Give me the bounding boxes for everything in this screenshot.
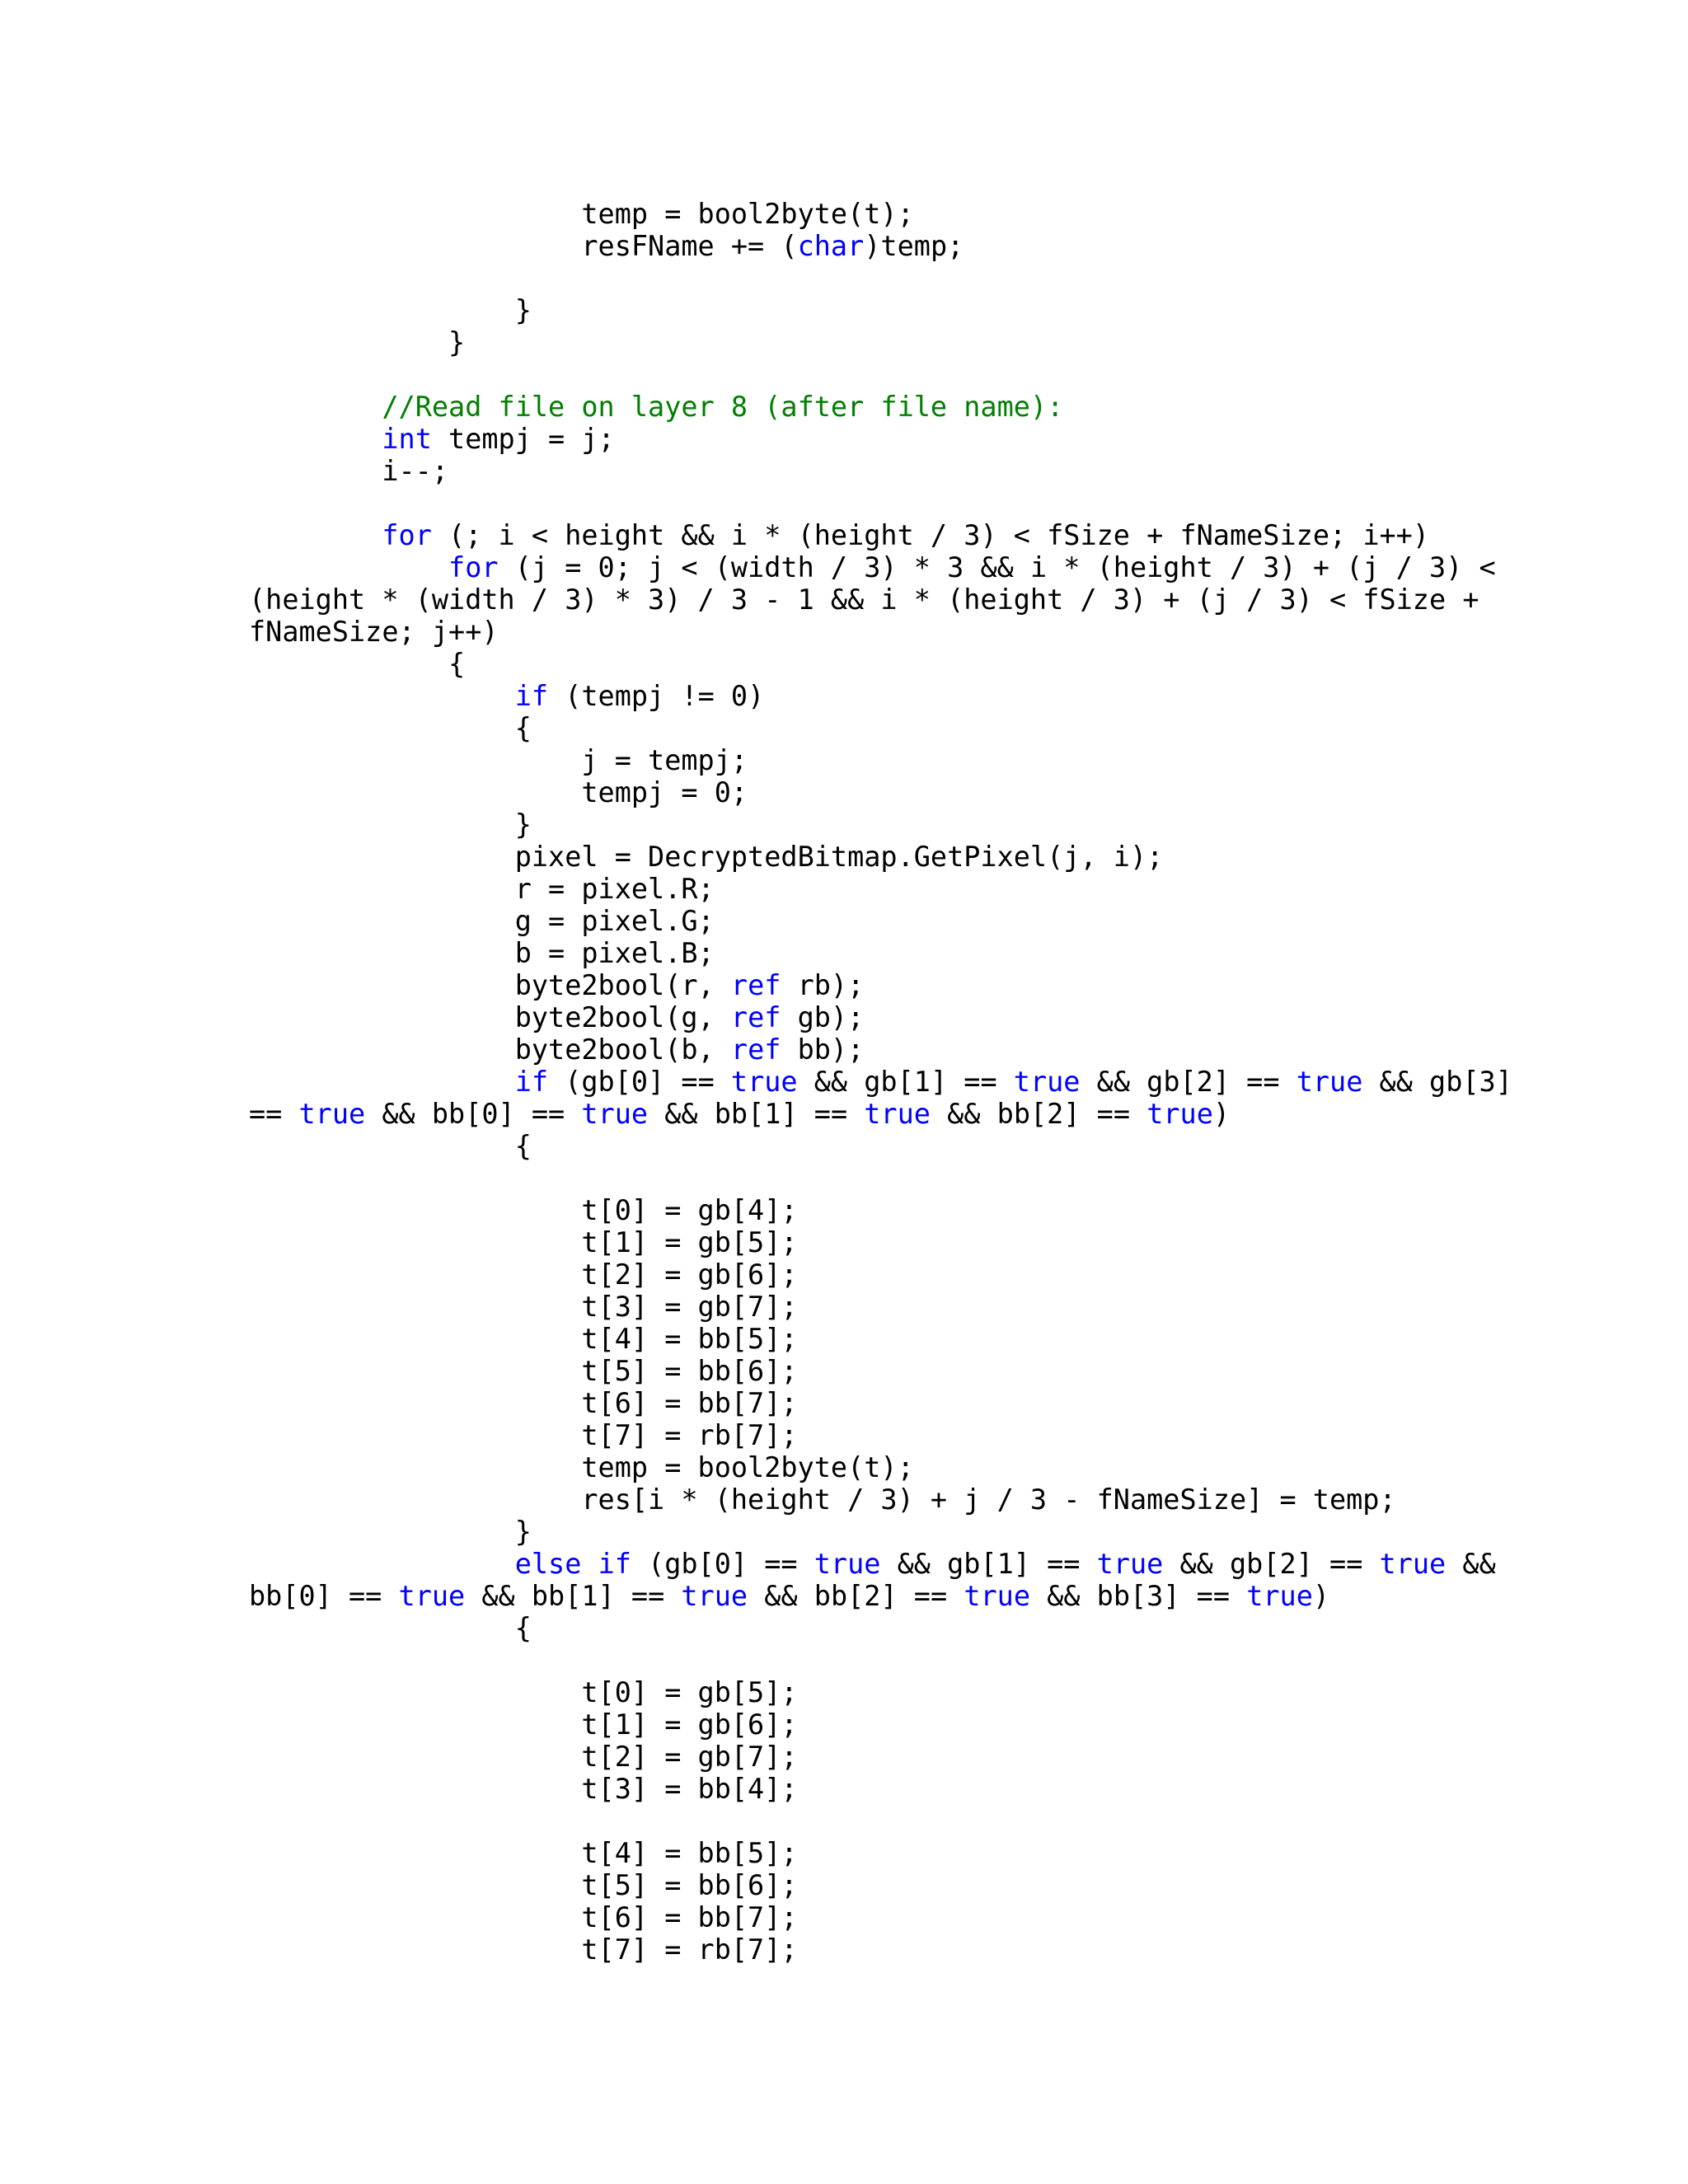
code-keyword: true [398, 1580, 466, 1612]
code-line [249, 294, 1512, 326]
code-line [249, 873, 1512, 905]
code-text: t[6] = bb[7]; [249, 1387, 798, 1419]
code-text: && bb[3] == [1030, 1580, 1247, 1612]
code-text: t[4] = bb[5]; [249, 1837, 798, 1869]
code-line [249, 680, 1512, 712]
code-keyword: else [514, 1548, 582, 1580]
code-line [249, 1194, 1512, 1226]
code-text: { [249, 712, 532, 744]
code-line [249, 1162, 1512, 1194]
code-line [249, 1066, 1512, 1098]
code-keyword: true [1379, 1548, 1447, 1580]
code-text: (gb[0] == [631, 1548, 814, 1580]
code-text: t[0] = gb[5]; [249, 1676, 798, 1708]
code-text: } [249, 294, 532, 326]
code-text: } [249, 808, 532, 841]
code-text: && gb[1] == [880, 1548, 1097, 1580]
code-line [249, 776, 1512, 808]
code-line [249, 1130, 1512, 1162]
code-line [249, 1483, 1512, 1516]
code-line [249, 905, 1512, 937]
code-line [249, 1901, 1512, 1933]
code-line [249, 1516, 1512, 1548]
code-keyword: char [797, 230, 865, 262]
code-line [249, 808, 1512, 841]
code-text: t[2] = gb[6]; [249, 1258, 798, 1291]
code-text [249, 1066, 515, 1098]
code-line [249, 1033, 1512, 1066]
code-text: && bb[2] == [748, 1580, 964, 1612]
code-line [249, 1258, 1512, 1291]
code-line [249, 391, 1512, 423]
code-keyword: for [382, 519, 432, 551]
code-line [249, 519, 1512, 551]
code-keyword: if [514, 680, 549, 712]
code-text: t[7] = rb[7]; [249, 1933, 798, 1966]
code-text: { [249, 1612, 532, 1644]
code-line [249, 487, 1512, 519]
code-text: && gb[2] == [1080, 1066, 1296, 1098]
code-line [249, 1580, 1512, 1612]
code-line [249, 1419, 1512, 1451]
code-keyword: true [814, 1548, 881, 1580]
code-text: == [249, 1098, 299, 1130]
code-line [249, 423, 1512, 455]
code-line [249, 1323, 1512, 1355]
code-line [249, 969, 1512, 1001]
code-text: t[1] = gb[5]; [249, 1226, 798, 1258]
code-line [249, 583, 1512, 616]
code-text: res[i * (height / 3) + j / 3 - fNameSize] = temp; [249, 1483, 1396, 1516]
code-line [249, 1676, 1512, 1708]
code-text: t[5] = bb[6]; [249, 1355, 798, 1387]
code-text: g = pixel.G; [249, 905, 715, 937]
code-text: t[2] = gb[7]; [249, 1741, 798, 1773]
code-text [249, 391, 382, 423]
code-text: && bb[2] == [930, 1098, 1147, 1130]
code-line [249, 1741, 1512, 1773]
code-line [249, 1612, 1512, 1644]
code-text: } [249, 1516, 532, 1548]
code-line [249, 1001, 1512, 1033]
code-text: t[3] = bb[4]; [249, 1773, 798, 1805]
code-text: } [249, 326, 466, 359]
code-text: byte2bool(r, [249, 969, 731, 1001]
code-keyword: ref [730, 969, 781, 1001]
code-text: )temp; [864, 230, 964, 262]
code-text: t[4] = bb[5]; [249, 1323, 798, 1355]
code-text [249, 423, 382, 455]
code-keyword: if [598, 1548, 631, 1580]
code-text: && gb[3] [1362, 1066, 1512, 1098]
code-text: temp = bool2byte(t); [249, 198, 914, 230]
code-keyword: if [514, 1066, 549, 1098]
code-text: (; i < height && i * (height / 3) < fSize + fNameSize; i++) [431, 519, 1429, 551]
code-line [249, 262, 1512, 294]
code-text: (gb[0] == [548, 1066, 731, 1098]
code-line [249, 1644, 1512, 1676]
code-comment: //Read file on layer 8 (after file name): [382, 391, 1064, 423]
code-text [249, 1548, 515, 1580]
code-text: (height * (width / 3) * 3) / 3 - 1 && i * (height / 3) + (j / 3) < fSize + [249, 583, 1479, 616]
code-keyword: true [1146, 1098, 1213, 1130]
code-text: t[5] = bb[6]; [249, 1869, 798, 1901]
code-text: gb); [781, 1001, 865, 1033]
code-line [249, 1933, 1512, 1966]
code-text: && bb[0] == [365, 1098, 582, 1130]
code-line [249, 1098, 1512, 1130]
code-line [249, 1226, 1512, 1258]
code-text: bb[0] == [249, 1580, 399, 1612]
code-line [249, 937, 1512, 969]
code-keyword: ref [730, 1001, 781, 1033]
code-line [249, 712, 1512, 744]
code-line [249, 744, 1512, 776]
code-line [249, 1355, 1512, 1387]
code-text: && gb[2] == [1163, 1548, 1380, 1580]
code-text: && gb[1] == [797, 1066, 1014, 1098]
code-keyword: true [730, 1066, 798, 1098]
code-text [581, 1548, 598, 1580]
code-text: byte2bool(b, [249, 1033, 731, 1066]
code-line [249, 551, 1512, 583]
code-keyword: true [1096, 1548, 1164, 1580]
code-text: byte2bool(g, [249, 1001, 731, 1033]
code-text: t[3] = gb[7]; [249, 1291, 798, 1323]
code-text: { [249, 648, 466, 680]
code-text: tempj = 0; [249, 776, 748, 808]
code-text: rb); [781, 969, 865, 1001]
code-text: fNameSize; j++) [249, 616, 499, 648]
code-keyword: true [1246, 1580, 1313, 1612]
code-line [249, 198, 1512, 230]
code-line [249, 359, 1512, 391]
code-line [249, 841, 1512, 873]
code-text: ) [1312, 1580, 1330, 1612]
code-keyword: for [448, 551, 499, 583]
code-text: && bb[1] == [465, 1580, 682, 1612]
code-text [249, 551, 448, 583]
code-text: t[1] = gb[6]; [249, 1708, 798, 1741]
code-text: temp = bool2byte(t); [249, 1451, 914, 1483]
code-line [249, 1837, 1512, 1869]
code-text: b = pixel.B; [249, 937, 715, 969]
code-text: ) [1212, 1098, 1231, 1130]
code-line [249, 1548, 1512, 1580]
code-line [249, 1773, 1512, 1805]
code-keyword: int [382, 423, 432, 455]
code-text: && [1446, 1548, 1496, 1580]
code-text: t[6] = bb[7]; [249, 1901, 798, 1933]
code-text: && bb[1] == [648, 1098, 865, 1130]
code-keyword: true [581, 1098, 649, 1130]
code-keyword: true [681, 1580, 748, 1612]
code-keyword: true [298, 1098, 366, 1130]
code-line [249, 1805, 1512, 1837]
code-line [249, 1291, 1512, 1323]
code-line [249, 230, 1512, 262]
code-keyword: ref [730, 1033, 781, 1066]
code-line [249, 326, 1512, 359]
code-line [249, 1708, 1512, 1741]
code-text: pixel = DecryptedBitmap.GetPixel(j, i); [249, 841, 1164, 873]
code-text: resFName += ( [249, 230, 798, 262]
code-text: t[0] = gb[4]; [249, 1194, 798, 1226]
code-text: bb); [781, 1033, 865, 1066]
code-text: i--; [249, 455, 449, 487]
code-line [249, 648, 1512, 680]
code-listing [249, 198, 1512, 1966]
code-line [249, 1451, 1512, 1483]
code-text: tempj = j; [431, 423, 615, 455]
code-line [249, 616, 1512, 648]
code-text: (j = 0; j < (width / 3) * 3 && i * (height / 3) + (j / 3) < [498, 551, 1496, 583]
code-text: { [249, 1130, 532, 1162]
code-text: (tempj != 0) [548, 680, 765, 712]
code-line [249, 1869, 1512, 1901]
code-line [249, 1387, 1512, 1419]
code-text: t[7] = rb[7]; [249, 1419, 798, 1451]
code-text [249, 680, 515, 712]
code-text [249, 519, 382, 551]
code-line [249, 455, 1512, 487]
code-text: j = tempj; [249, 744, 748, 776]
code-keyword: true [1013, 1066, 1081, 1098]
code-keyword: true [964, 1580, 1030, 1612]
code-text: r = pixel.R; [249, 873, 715, 905]
code-keyword: true [864, 1098, 931, 1130]
code-keyword: true [1296, 1066, 1363, 1098]
